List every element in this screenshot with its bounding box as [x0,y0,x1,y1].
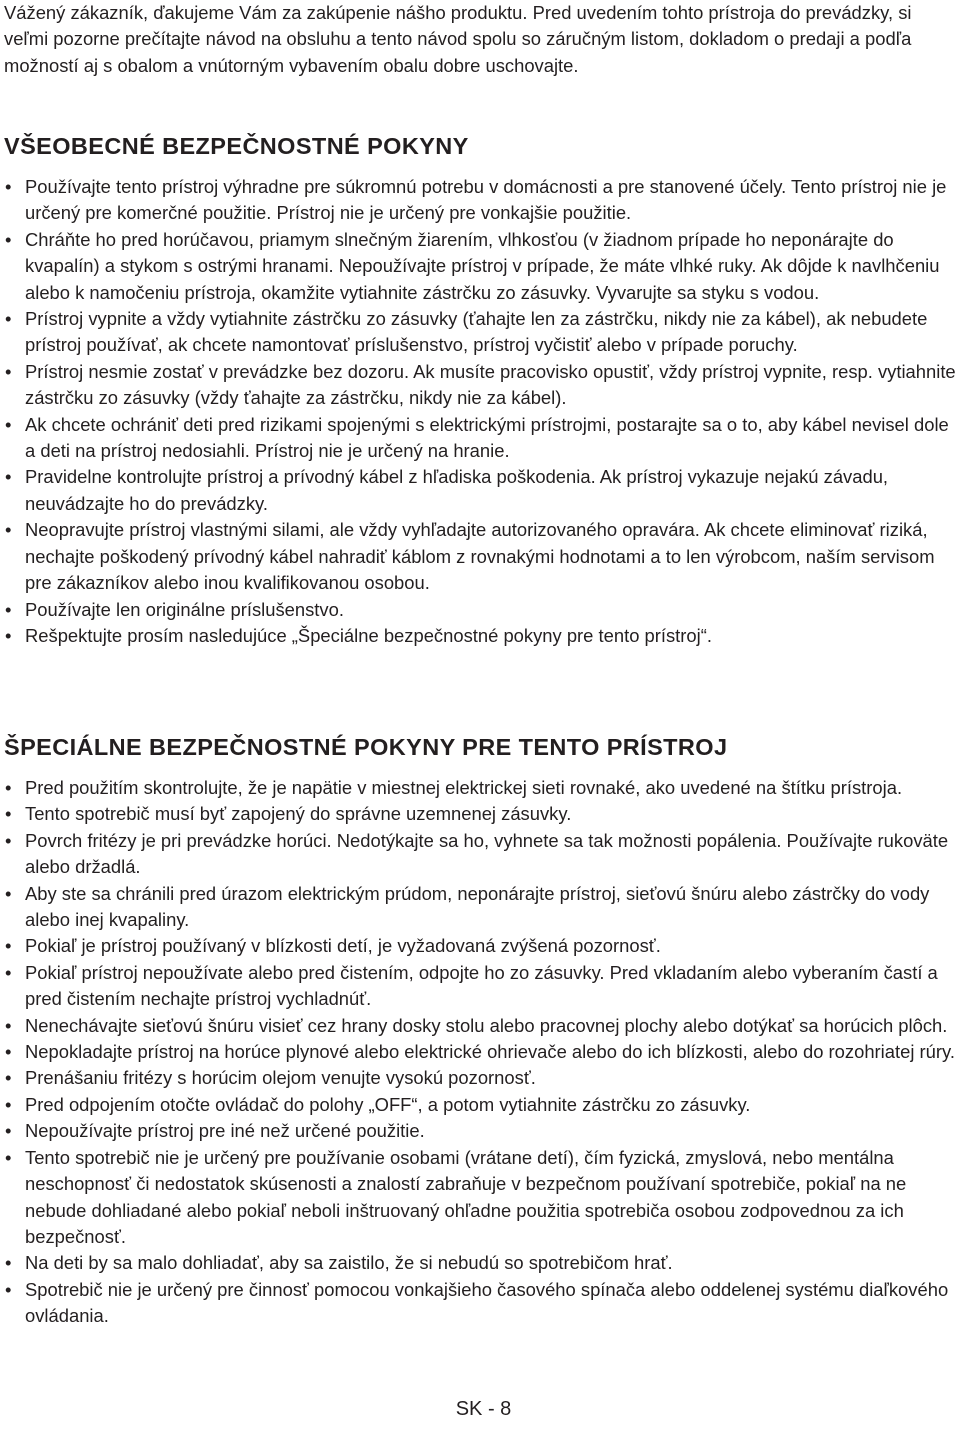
intro-paragraph: Vážený zákazník, ďakujeme Vám za zakúpenie nášho produktu. Pred uvedením tohto prístroja do prevádzky, si veľmi pozorne prečítajte návod na obsluhu a tento návod spolu so záručným listom, dokladom o predaji a podľa možností aj s obalom a vnútorným vybavením obalu dobre uschovajte. [4,2,912,76]
bullet-icon: • [5,228,12,250]
list-item: • Prístroj nesmie zostať v prevádzke bez dozoru. Ak musíte pracovisko opustiť, vždy prístroj vypnite, resp. vytiahnite zástrčku zo zásuvky (vždy ťahajte za zástrčku, nikdy nie za kábel). [5,360,956,409]
list-item: • Prístroj vypnite a vždy vytiahnite zástrčku zo zásuvky (ťahajte len za zástrčku, nikdy nie za kábel), ak nebudete prístroj používať, ak chcete namontovať príslušenstvo, prístroj vyčistiť alebo v prípade poruchy. [5,308,928,356]
bullet-icon: • [5,519,12,541]
bullet-icon: • [5,176,12,197]
list-item: • Prenášaniu fritézy s horúcim olejom venujte vysokú pozornosť. [0,1065,958,1091]
list-item: • Pred použitím skontrolujte, že je napätie v miestnej elektrickej sieti rovnaké, ako uvedené na štítku prístroja. [0,775,958,801]
page-number: SK - 8 [455,1398,512,1420]
bullet-icon: • [5,1014,12,1036]
general-safety-list [0,174,958,649]
bullet-icon: • [5,1278,12,1300]
general-safety-heading: VŠEOBECNÉ BEZPEČNOSTNÉ POKYNY [4,133,469,159]
bullet-icon: • [5,466,12,488]
bullet-icon: • [5,961,12,983]
bullet-icon: • [5,1067,12,1089]
list-item: • Pravidelne kontrolujte prístroj a prívodný kábel z hľadiska poškodenia. Ak prístroj vykazuje nejakú závadu, neuvádzajte ho do prevádzky. [5,466,889,514]
list-item: • Na deti by sa malo dohliadať, aby sa zaistilo, že si nebudú so spotrebičom hrať. [0,1250,958,1276]
list-item: • Pokiaľ je prístroj používaný v blízkosti detí, je vyžadovaná zvýšená pozornosť. [0,933,958,959]
list-item: • Tento spotrebič nie je určený pre používanie osobami (vrátane detí), čím fyzická, zmyslová, nebo mentálna neschopnosť či nedostatok skúsenosti a znalostí zabraňuje v bezpečnom používaní spotrebiče, pokiaľ na ne nebude dohliadané alebo pokiaľ neboli inštruovaný ohľadne použitia spotrebiča osobou zodpovednou za ich bezpečnosť. [5,1146,907,1247]
list-item: • Rešpektujte prosím nasledujúce „Špeciálne bezpečnostné pokyny pre tento prístroj“. [0,623,958,649]
bullet-icon: • [5,598,12,620]
list-item: • Chráňte ho pred horúčavou, priamym slnečným žiarením, vlhkosťou (v žiadnom prípade ho neponárajte do kvapalín) a stykom s ostrými hranami. Nepoužívajte prístroj v prípade, že máte vlhké ruky. Ak dôjde k navlhčeniu alebo k namočeniu prístroja, okamžite vytiahnite zástrčku zo zásuvky. Vyvarujte sa styku s vodou. [5,228,940,303]
list-item: • Používajte len originálne príslušenstvo. [0,597,958,623]
bullet-icon: • [5,882,12,904]
list-item: • Nepokladajte prístroj na horúce plynové alebo elektrické ohrievače alebo do ich blízkosti, alebo do rozohriatej rúry. [0,1039,958,1065]
bullet-icon: • [5,308,12,330]
bullet-icon: • [5,413,12,435]
special-safety-heading: ŠPECIÁLNE BEZPEČNOSTNÉ POKYNY PRE TENTO PRÍSTROJ [4,734,728,760]
bullet-icon: • [5,360,12,382]
bullet-icon: • [5,1093,12,1115]
bullet-icon: • [5,624,12,646]
bullet-icon: • [5,829,12,851]
list-item: • Spotrebič nie je určený pre činnosť pomocou vonkajšieho časového spínača alebo oddelenej systému diaľkového ovládania. [5,1278,949,1327]
bullet-icon: • [5,777,12,798]
bullet-icon: • [5,1146,12,1168]
list-item: • Povrch fritézy je pri prevádzke horúci. Nedotýkajte sa ho, vyhnete sa tak možnosti popálenia. Používajte rukoväte alebo držadlá. [5,829,949,878]
list-item: • Používajte tento prístroj výhradne pre súkromnú potrebu v domácnosti a pre stanovené účely. Tento prístroj nie je určený pre komerčné použitie. Prístroj nie je určený pre vonkajšie použitie. [5,176,947,224]
list-item: • Ak chcete ochrániť deti pred rizikami spojenými s elektrickými prístrojmi, postarajte sa o to, aby kábel nevisel dole a deti na prístroj nedosiahli. Prístroj nie je určený na hranie. [5,413,949,462]
list-item: • Pokiaľ prístroj nepoužívate alebo pred čistením, odpojte ho zo zásuvky. Pred vkladaním alebo vyberaním častí a pred čistením nechajte prístroj vychladnúť. [5,961,938,1010]
bullet-icon: • [5,1041,12,1063]
bullet-icon: • [5,1252,12,1274]
special-safety-list [0,775,958,1330]
list-item: • Tento spotrebič musí byť zapojený do správne uzemnenej zásuvky. [0,801,958,827]
list-item: • Nepoužívajte prístroj pre iné než určené použitie. [0,1118,958,1144]
bullet-icon: • [5,935,12,957]
list-item: • Neopravujte prístroj vlastnými silami, ale vždy vyhľadajte autorizovaného opravára. Ak chcete eliminovať riziká, nechajte poškodený prívodný kábel nahradiť káblom z rovnakými hodnotami a to len výrobcom, naším servisom pre zákazníkov alebo inou kvalifikovanou osobou. [5,519,935,594]
bullet-icon: • [5,803,12,825]
list-item: • Pred odpojením otočte ovládač do polohy „OFF“, a potom vytiahnite zástrčku zo zásuvky. [0,1092,958,1118]
list-item: • Nenechávajte sieťovú šnúru visieť cez hrany dosky stolu alebo pracovnej plochy alebo dotýkať sa horúcich plôch. [0,1013,958,1039]
list-item: • Aby ste sa chránili pred úrazom elektrickým prúdom, neponárajte prístroj, sieťovú šnúru alebo zástrčky do vody alebo inej kvapaliny. [5,882,930,931]
bullet-icon: • [5,1120,12,1142]
